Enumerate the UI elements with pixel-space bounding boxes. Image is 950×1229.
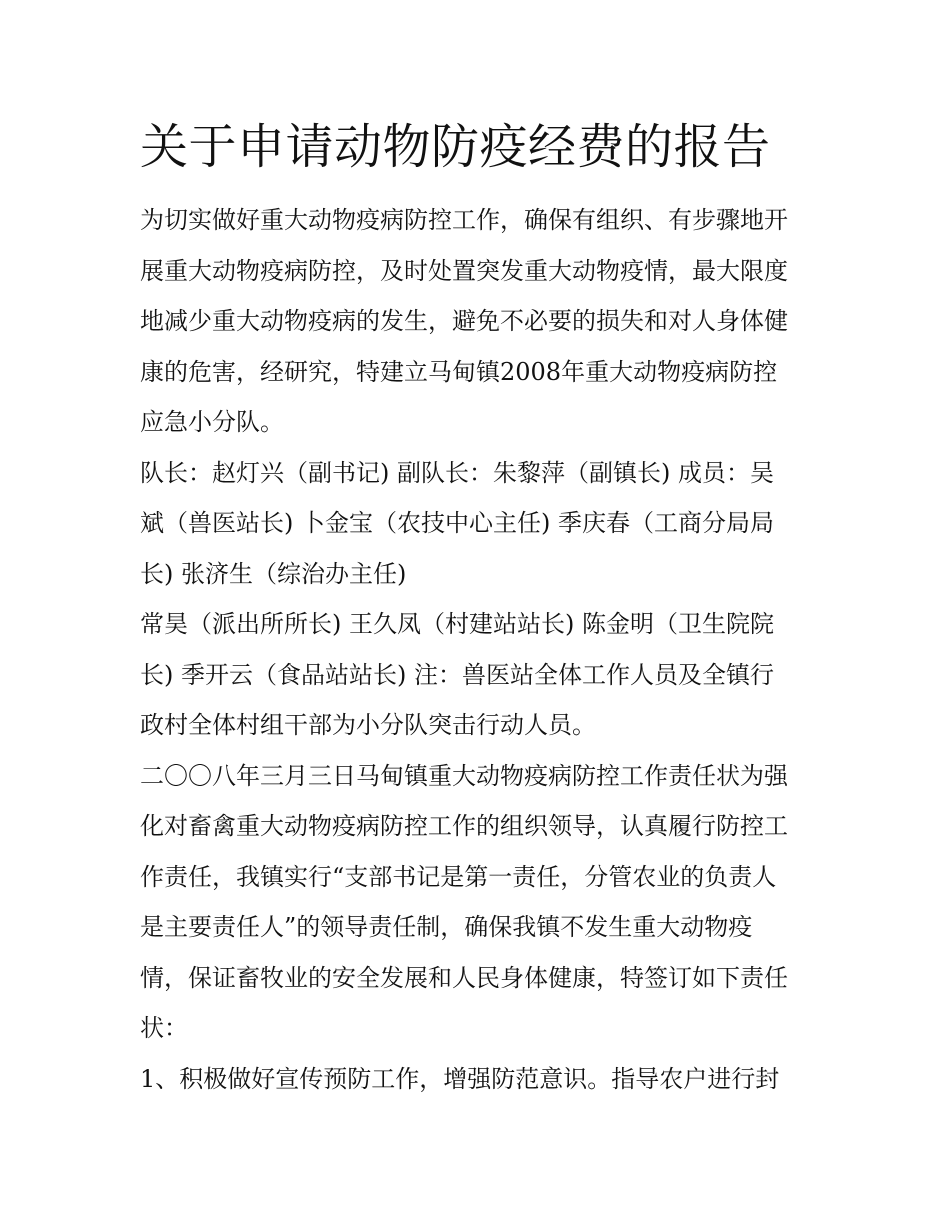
body-line: 1、积极做好宣传预防工作，增强防范意识。指导农户进行封: [140, 1065, 780, 1093]
body-line: 长) 张济生（综治办主任): [140, 560, 407, 588]
body-line: 长) 季开云（食品站站长) 注：兽医站全体工作人员及全镇行: [140, 661, 774, 689]
body-line: 应急小分队。: [140, 408, 284, 436]
body-line: 斌（兽医站长) 卜金宝（农技中心主任) 季庆春（工商分局局: [140, 509, 774, 537]
body-line: 状：: [140, 1014, 188, 1042]
body-line: 化对畜禽重大动物疫病防控工作的组织领导，认真履行防控工: [140, 812, 788, 840]
body-line: 展重大动物疫病防控，及时处置突发重大动物疫情，最大限度: [140, 257, 788, 285]
body-line: 为切实做好重大动物疫病防控工作，确保有组织、有步骤地开: [140, 206, 788, 234]
body-line: 地减少重大动物疫病的发生，避免不必要的损失和对人身体健: [140, 307, 788, 335]
body-line: 作责任，我镇实行“支部书记是第一责任，分管农业的负责人: [140, 863, 777, 891]
body-line: 康的危害，经研究，特建立马甸镇2008年重大动物疫病防控: [140, 358, 778, 386]
body-line: 情，保证畜牧业的安全发展和人民身体健康，特签订如下责任: [140, 964, 788, 992]
body-line: 常昊（派出所所长) 王久凤（村建站站长) 陈金明（卫生院院: [140, 610, 774, 638]
document-title: 关于申请动物防疫经费的报告: [140, 119, 771, 175]
body-line: 是主要责任人”的领导责任制，确保我镇不发生重大动物疫: [140, 913, 753, 941]
body-line: 二〇〇八年三月三日马甸镇重大动物疫病防控工作责任状为强: [140, 762, 788, 790]
body-line: 政村全体村组干部为小分队突击行动人员。: [140, 711, 596, 739]
body-line: 队长：赵灯兴（副书记) 副队长：朱黎萍（副镇长) 成员：吴: [140, 459, 774, 487]
